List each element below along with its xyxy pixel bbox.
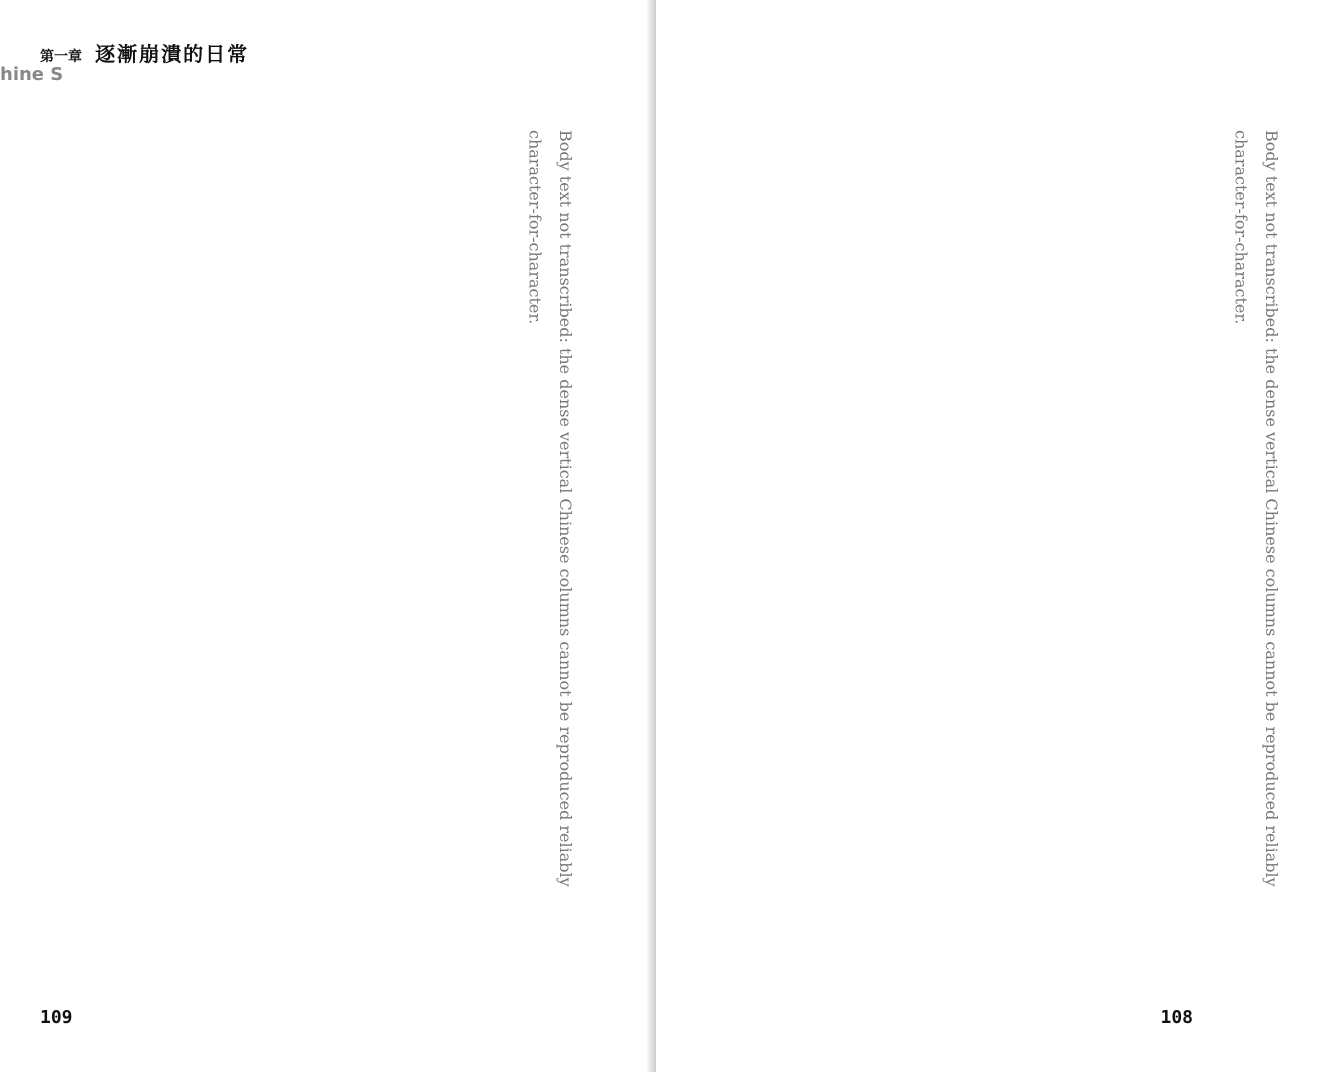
chapter-label: 第一章 xyxy=(40,49,82,65)
page-number-left: 109 xyxy=(40,1007,73,1028)
chapter-header xyxy=(40,38,249,67)
right-body-text: Body text not transcribed: the dense vertical Chinese columns cannot be reproduced reliably character-for-character. xyxy=(1231,130,1281,887)
page-number-right: 108 xyxy=(1160,1007,1193,1028)
series-mark: hine S xyxy=(0,64,64,85)
chapter-title: 逐漸崩潰的日常 xyxy=(95,42,250,66)
left-page xyxy=(0,0,656,1072)
left-body-text: Body text not transcribed: the dense vertical Chinese columns cannot be reproduced reliably character-for-character. xyxy=(525,130,575,887)
right-page xyxy=(656,0,1343,1072)
